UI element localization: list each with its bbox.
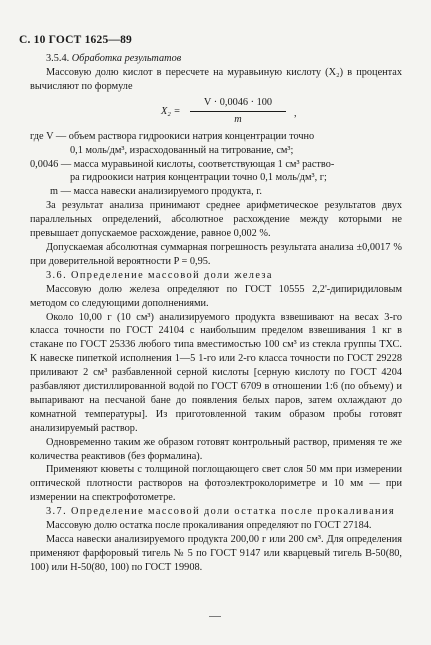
formula-comma: ,	[294, 107, 297, 119]
section-heading-354	[30, 52, 402, 66]
section-title: Обработка результатов	[71, 53, 182, 64]
formula-lhs: X₂ =	[161, 105, 181, 117]
document-body	[30, 52, 402, 575]
residue-paragraph-1: Массовую долю остатка после прокаливания определяют по ГОСТ 27184.	[46, 520, 372, 532]
page-header: С. 10 ГОСТ 1625—89	[19, 34, 132, 46]
definition-0046-line1: 0,0046 — масса муравьиной кислоты, соответствующая 1 см³ раство-	[30, 158, 335, 170]
footer-divider	[209, 616, 221, 617]
definition-0046-line2: ра гидроокиси натрия концентрации точно 0,1 моль/дм³, г;	[70, 172, 327, 184]
iron-paragraph-2: Около 10,00 г (10 см³) анализируемого продукта взвешивают на весах 3-го класса точности по ГОСТ 24104 с наибольшим пределом взвешивания 1 кг в стакане по ГОСТ 25336 любого типа вместимостью 100 см³ из стекла группы ТХС. К навеске пипеткой исполнения 1—5 1-го или 2-го класса точности по ГОСТ 29228 приливают 2 см³ разбавленной серной кислоты [серную кислоту по ГОСТ 4204 разбавляют дистиллированной водой по ГОСТ 6709 в отношении 1:6 (по объему) и выпаривают на песчаной бане до появления белых паров, затем охлаждают до комнатной температуры]. Из приготовленной таким образом пробы готовят анализируемый раствор.	[30, 311, 402, 434]
formula-fraction	[190, 96, 286, 127]
formula-intro: Массовую долю кислот в пересчете на муравьиную кислоту (X₂) в процентах вычисляют по формуле	[30, 66, 402, 92]
result-paragraph: За результат анализа принимают среднее арифметическое результатов двух параллельных определений, абсолютное расхождение между которыми не превышает допускаемое расхождение, равное 0,002 %.	[30, 200, 402, 240]
formula-denominator: m	[234, 113, 242, 125]
section-number: 3.5.4.	[46, 53, 70, 64]
definition-v-line2: 0,1 моль/дм³, израсходованный на титрование, см³;	[70, 144, 294, 156]
residue-paragraph-2: Масса навески анализируемого продукта 200,00 г или 200 см³. Для определения применяют фарфоровый тигель № 5 по ГОСТ 9147 или кварцевый тигель В-50(80, 100) или Н-50(80, 100) по ГОСТ 19908.	[30, 534, 402, 573]
formula-numerator: V · 0,0046 · 100	[190, 96, 286, 112]
formula-x2	[30, 96, 402, 130]
error-paragraph: Допускаемая абсолютная суммарная погрешность результата анализа ±0,0017 % при доверительной вероятности P = 0,95.	[30, 241, 402, 267]
iron-paragraph-1: Массовую долю железа определяют по ГОСТ 10555 2,2'-дипиридиловым методом со следующими дополнениями.	[30, 283, 402, 309]
iron-paragraph-4: Применяют кюветы с толщиной поглощающего свет слоя 50 мм при измерении оптической плотности растворов на фотоэлектроколориметре и 10 мм — при измерении на спектрофотометре.	[30, 464, 402, 504]
iron-paragraph-3: Одновременно таким же образом готовят контрольный раствор, применяя те же количества реактивов (без формалина).	[30, 436, 402, 462]
definition-v-line1: где V — объем раствора гидроокиси натрия концентрации точно	[30, 130, 315, 142]
section-heading-36: 3.6. Определение массовой доли железа	[46, 269, 273, 281]
definition-m: m — масса навески анализируемого продукта, г.	[50, 186, 262, 198]
section-heading-37: 3.7. Определение массовой доли остатка после прокаливания	[46, 506, 396, 518]
